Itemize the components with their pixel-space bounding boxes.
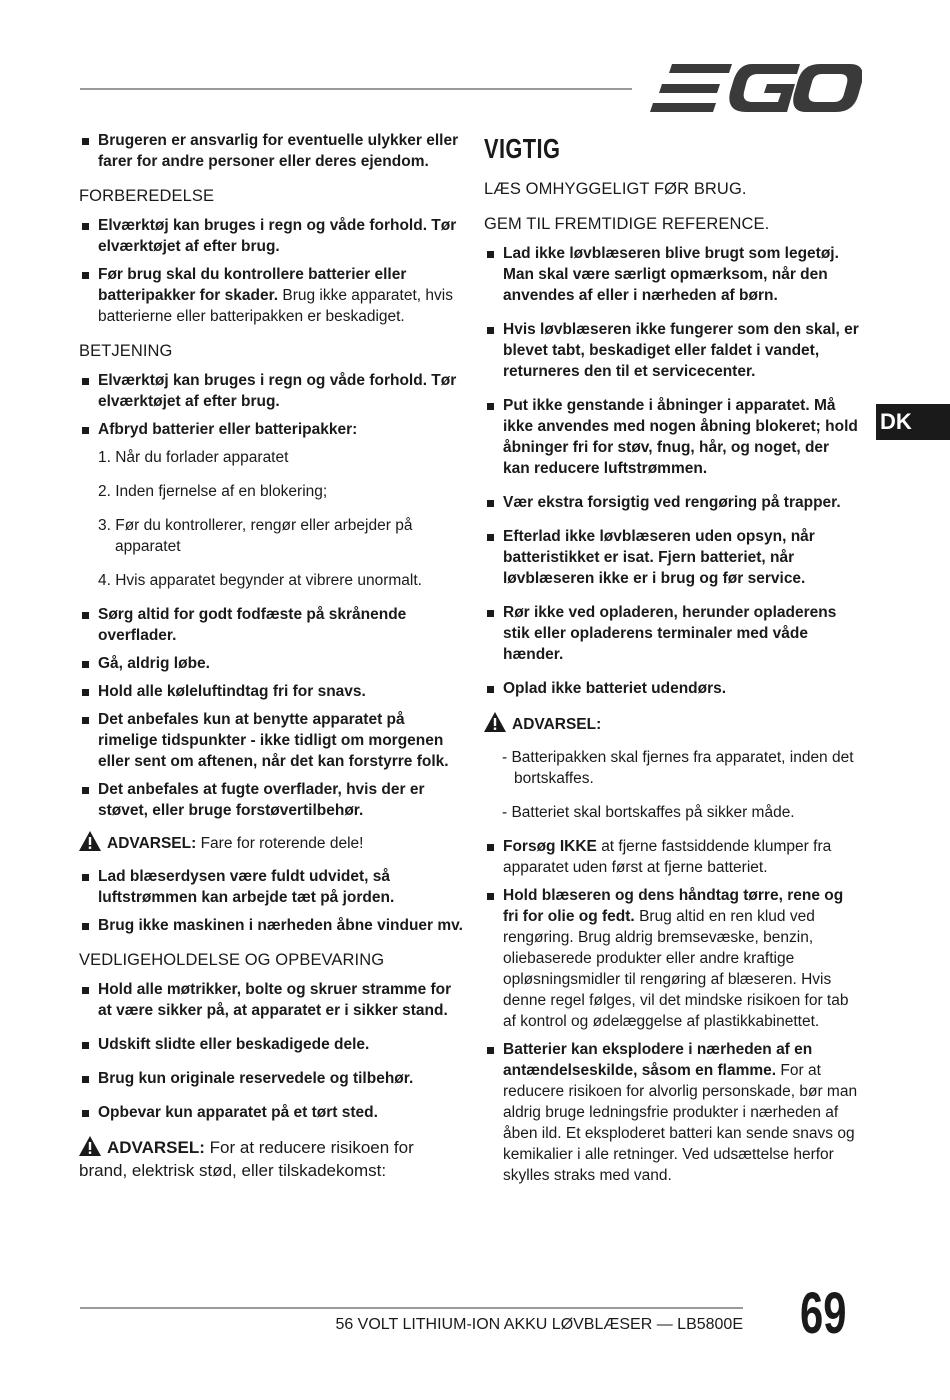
section-title: VIGTIG bbox=[484, 133, 561, 164]
warning-text: Fare for roterende dele! bbox=[200, 835, 364, 852]
list-item bbox=[484, 836, 859, 878]
list-item: Hold alle køleluftindtag fri for snavs. bbox=[79, 681, 463, 702]
warning-fire bbox=[79, 1136, 463, 1182]
list-item: Brug ikke maskinen i nærheden åbne vinduer mv. bbox=[79, 915, 463, 936]
header-rule bbox=[80, 88, 632, 90]
warning-triangle-icon bbox=[484, 712, 506, 732]
list-item: Rør ikke ved opladeren, herunder opladerens stik eller opladerens terminaler med våde hænder. bbox=[484, 602, 859, 665]
betjening-list bbox=[79, 370, 463, 440]
dash-item: - Batteripakken skal fjernes fra apparatet, inden det bortskaffes. bbox=[502, 749, 854, 787]
list-item-text: Brug ikke apparatet, hvis batterierne eller batteripakken er beskadiget. bbox=[98, 287, 453, 325]
list-item: Det anbefales at fugte overflader, hvis der er støvet, eller bruge forstøvertilbehør. bbox=[79, 779, 463, 821]
vigtig-list bbox=[484, 243, 859, 699]
list-item: Afbryd batterier eller batteripakker: bbox=[79, 419, 463, 440]
list-item: Elværktøj kan bruges i regn og våde forhold. Tør elværktøjet af efter brug. bbox=[79, 215, 463, 257]
vigtig-list-continued bbox=[484, 836, 859, 1186]
list-item: Efterlad ikke løvblæseren uden opsyn, når batteristikket er isat. Fjern batteriet, når løvblæseren ikke er i brug og før service. bbox=[484, 526, 859, 589]
list-item: Elværktøj kan bruges i regn og våde forhold. Tør elværktøjet af efter brug. bbox=[79, 370, 463, 412]
right-column bbox=[484, 130, 859, 1193]
ego-logo bbox=[650, 62, 862, 114]
list-item: Put ikke genstande i åbninger i apparatet. Må ikke anvendes med nogen åbning blokeret; hold åbninger fri for støv, fnug, hår, og noget, der kan reducere luftstrømmen. bbox=[484, 395, 859, 479]
vedligeholdelse-list bbox=[79, 979, 463, 1123]
warning-label: ADVARSEL: bbox=[512, 716, 602, 733]
list-item: Hvis løvblæseren ikke fungerer som den skal, er blevet tabt, beskadiget eller faldet i vandet, returneres den til et servicecenter. bbox=[484, 319, 859, 382]
heading-betjening: BETJENING bbox=[79, 342, 173, 360]
list-item: Lad ikke løvblæseren blive brugt som legetøj. Man skal være særligt opmærksom, når den anvendes af eller i nærheden af børn. bbox=[484, 243, 859, 306]
list-item: Oplad ikke batteriet udendørs. bbox=[484, 678, 859, 699]
list-item: Udskift slidte eller beskadigede dele. bbox=[79, 1034, 463, 1055]
list-item: Opbevar kun apparatet på et tørt sted. bbox=[79, 1102, 463, 1123]
list-item: Brug kun originale reservedele og tilbehør. bbox=[79, 1068, 463, 1089]
betjening-list-end bbox=[79, 866, 463, 936]
list-item-bold: Batterier kan eksplodere i nærheden af en antændelseskilde, såsom en flamme. bbox=[503, 1041, 813, 1079]
warning-triangle-icon bbox=[79, 831, 101, 851]
heading-forberedelse: FORBEREDELSE bbox=[79, 187, 215, 205]
warning-label: ADVARSEL: bbox=[107, 1138, 205, 1157]
read-carefully-line: LÆS OMHYGGELIGT FØR BRUG. bbox=[484, 180, 747, 198]
warning-battery bbox=[484, 712, 859, 735]
betjening-list-continued bbox=[79, 604, 463, 821]
numbered-item: 4. Hvis apparatet begynder at vibrere unormalt. bbox=[98, 572, 422, 589]
list-item-text: For at reducere risikoen for alvorlig personskade, bør man aldrig bruge ledningsfrie produkter i nærheden af åben ild. Et eksploderet batteri kan sende snavs og kemikalier i alle retninger. Ved udsættelse herfor skylles straks med vand. bbox=[503, 1062, 858, 1184]
list-item-text: Brug altid en ren klud ved rengøring. Brug aldrig bremsevæske, benzin, oliebaserede produkter eller andre kraftige opløsningsmidler til rengøring af blæseren. Hvis denne regel følges, vil det mindske risikoen for tab af kontrol og ødelæggelse af plastikkabinettet. bbox=[503, 908, 849, 1030]
list-item: Lad blæserdysen være fuldt udvidet, så luftstrømmen kan arbejde tæt på jorden. bbox=[79, 866, 463, 908]
list-item: Vær ekstra forsigtig ved rengøring på trapper. bbox=[484, 492, 859, 513]
language-tab: DK bbox=[876, 404, 950, 440]
list-item-bold: Forsøg IKKE bbox=[503, 838, 597, 855]
warning-triangle-icon bbox=[79, 1136, 101, 1156]
list-item-bold: Hold blæseren og dens håndtag tørre, rene og fri for olie og fedt. bbox=[503, 887, 844, 925]
save-reference-line: GEM TIL FREMTIDIGE REFERENCE. bbox=[484, 215, 770, 233]
numbered-item: 3. Før du kontrollerer, rengør eller arbejder på apparatet bbox=[98, 517, 413, 555]
numbered-item: 2. Inden fjernelse af en blokering; bbox=[98, 483, 328, 500]
warning-rotating-parts bbox=[79, 831, 463, 854]
footer-product-name: 56 VOLT LITHIUM-ION AKKU LØVBLÆSER — LB5800E bbox=[335, 1316, 743, 1333]
left-column bbox=[79, 130, 463, 1194]
list-item-text: at fjerne fastsiddende klumper fra apparatet uden først at fjerne batteriet. bbox=[503, 838, 832, 876]
list-item bbox=[484, 1039, 859, 1186]
warning-text: For at reducere risikoen for brand, elektrisk stød, eller tilskadekomst: bbox=[79, 1138, 414, 1180]
dash-item: - Batteriet skal bortskaffes på sikker måde. bbox=[502, 804, 795, 821]
forberedelse-list bbox=[79, 215, 463, 327]
footer-rule bbox=[80, 1307, 743, 1309]
battery-dash-list bbox=[502, 747, 859, 823]
intro-list bbox=[79, 130, 463, 172]
list-item: Brugeren er ansvarlig for eventuelle ulykker eller farer for andre personer eller deres ejendom. bbox=[79, 130, 463, 172]
list-item: Det anbefales kun at benytte apparatet på rimelige tidspunkter - ikke tidligt om morgenen eller sent om aftenen, når det kan forstyrre folk. bbox=[79, 709, 463, 772]
page-number: 69 bbox=[800, 1281, 847, 1346]
list-item bbox=[484, 885, 859, 1032]
numbered-list bbox=[98, 447, 463, 591]
list-item bbox=[79, 264, 463, 327]
numbered-item: 1. Når du forlader apparatet bbox=[98, 449, 289, 466]
warning-label: ADVARSEL: bbox=[107, 835, 197, 852]
list-item: Sørg altid for godt fodfæste på skrånende overflader. bbox=[79, 604, 463, 646]
list-item: Gå, aldrig løbe. bbox=[79, 653, 463, 674]
heading-vedligeholdelse: VEDLIGEHOLDELSE OG OPBEVARING bbox=[79, 951, 385, 969]
list-item-bold: Før brug skal du kontrollere batterier eller batteripakker for skader. bbox=[98, 266, 407, 304]
list-item: Hold alle møtrikker, bolte og skruer stramme for at være sikker på, at apparatet er i sikker stand. bbox=[79, 979, 463, 1021]
